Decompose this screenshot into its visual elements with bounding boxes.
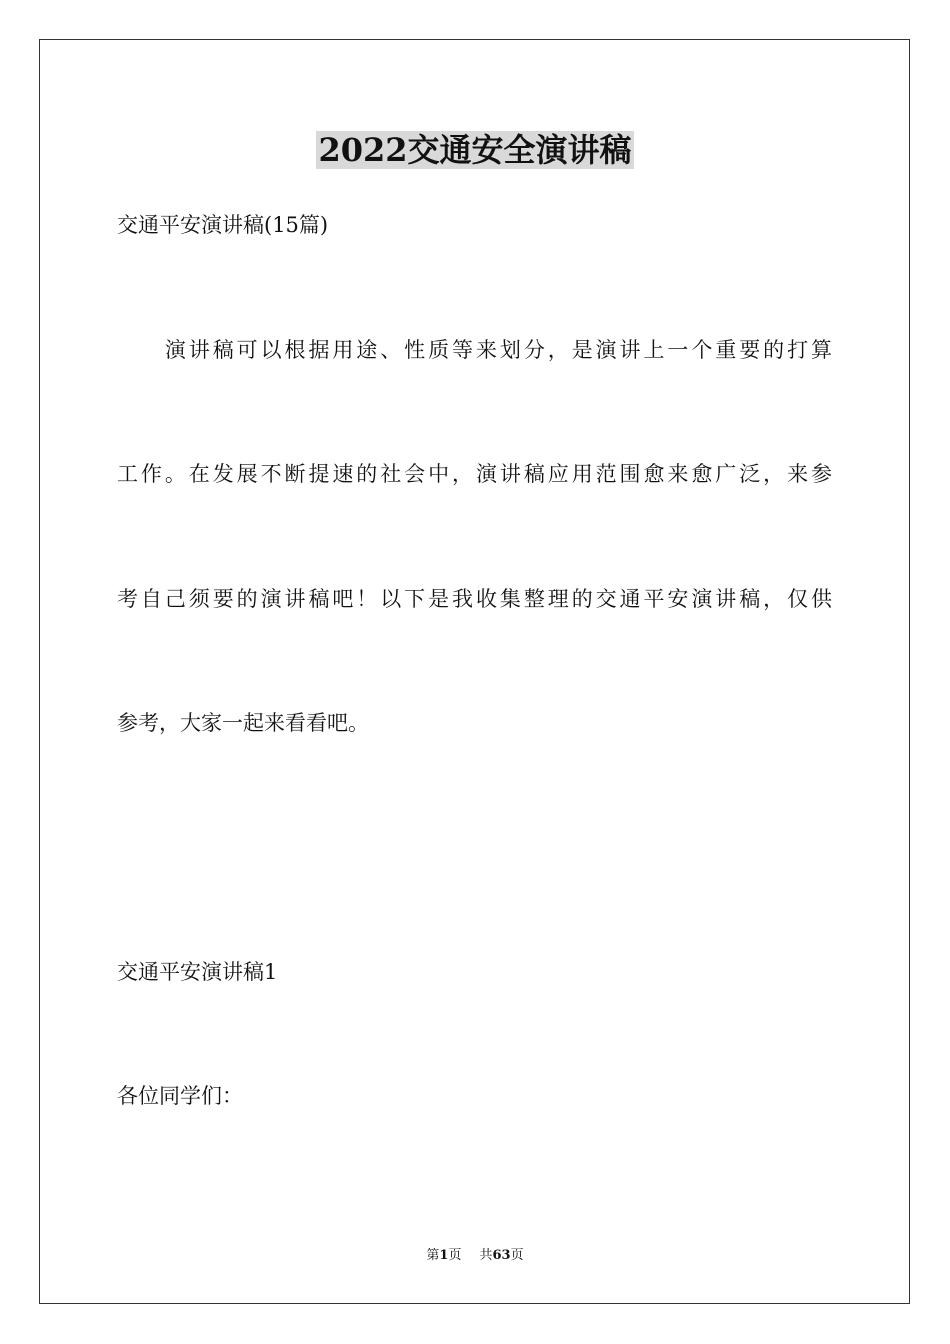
document-subtitle: 交通平安演讲稿(15篇) (117, 213, 329, 237)
footer-page-number: 1 (439, 1248, 449, 1263)
footer-page-suffix: 页 (448, 1248, 462, 1263)
document-title (0, 128, 950, 172)
footer-total-suffix: 页 (510, 1248, 524, 1263)
footer-total-pages: 63 (492, 1248, 511, 1263)
intro-line-4: 参考，大家一起来看看吧。 (117, 711, 369, 735)
intro-line-1: 演讲稿可以根据用途、性质等来划分，是演讲上一个重要的打算 (117, 338, 832, 362)
section-heading: 交通平安演讲稿1 (117, 960, 278, 984)
intro-line-2: 工作。在发展不断提速的社会中，演讲稿应用范围愈来愈广泛，来参 (117, 462, 832, 486)
page-footer (0, 1246, 950, 1266)
salutation: 各位同学们： (117, 1084, 243, 1108)
intro-line-3: 考自己须要的演讲稿吧！以下是我收集整理的交通平安演讲稿，仅供 (117, 587, 832, 611)
footer-total-prefix: 共 (479, 1248, 493, 1263)
document-title-text: 2022交通安全演讲稿 (318, 131, 632, 169)
footer-page-prefix: 第 (426, 1248, 440, 1263)
